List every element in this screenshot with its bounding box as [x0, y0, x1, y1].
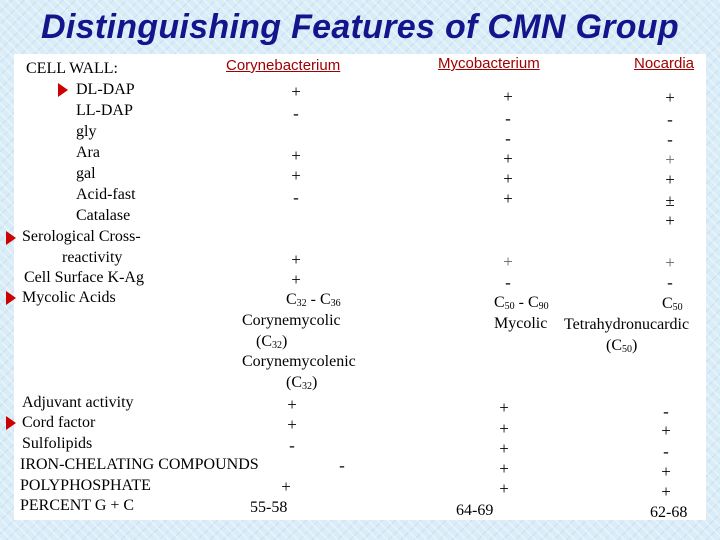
- arrow-bullet-icon: [6, 231, 16, 245]
- row-label-cell-surface: Cell Surface K-Ag: [24, 269, 144, 286]
- noca-adjuvant: -: [663, 402, 669, 421]
- row-label-acid-fast: Acid-fast: [76, 186, 136, 203]
- noca-gc-percent: 62-68: [650, 504, 688, 521]
- arrow-bullet-icon: [58, 83, 68, 97]
- noca-sulfolipids: -: [663, 442, 669, 461]
- myco-iron-chelating: +: [499, 459, 509, 478]
- cory-ll-dap: -: [293, 104, 299, 123]
- noca-gal: +: [665, 170, 675, 189]
- noca-dl-dap: +: [665, 88, 675, 107]
- row-label-mycolic-acids: Mycolic Acids: [22, 289, 116, 306]
- noca-polyphosphate: +: [661, 482, 671, 501]
- noca-gly: -: [667, 130, 673, 149]
- noca-acid-fast: ±: [665, 191, 675, 210]
- header-mycobacterium: Mycobacterium: [438, 55, 540, 72]
- row-label-serological: Serological Cross-: [22, 228, 141, 245]
- row-label-cord-factor: Cord factor: [22, 414, 96, 431]
- noca-carbon-range: $C_{50}$: [662, 295, 683, 313]
- myco-mycolic: Mycolic: [494, 315, 548, 332]
- row-label-gal: gal: [76, 165, 96, 182]
- noca-catalase: +: [665, 211, 675, 230]
- row-label-iron-chelating: IRON-CHELATING COMPOUNDS: [20, 456, 259, 473]
- cory-carbon-range: $C_{32} - C_{36}$: [286, 291, 341, 309]
- noca-ara: +: [665, 150, 675, 169]
- myco-ara: +: [503, 149, 513, 168]
- myco-carbon-range: $C_{50} - C_{90}$: [494, 294, 549, 312]
- noca-carbons: $(C_{50})$: [606, 337, 638, 355]
- row-label-ara: Ara: [76, 144, 100, 161]
- myco-acid-fast: +: [503, 189, 513, 208]
- myco-serological: +: [503, 252, 513, 271]
- cory-serological: +: [291, 250, 301, 269]
- myco-gly: -: [505, 129, 511, 148]
- row-label-percent-gc: PERCENT G + C: [20, 497, 135, 514]
- cory-iron-chelating: -: [339, 456, 345, 475]
- row-label-ll-dap: LL-DAP: [76, 102, 133, 119]
- slide-title: Distinguishing Features of CMN Group: [41, 8, 679, 46]
- myco-adjuvant: +: [499, 398, 509, 417]
- header-corynebacterium: Corynebacterium: [226, 57, 341, 74]
- cory-dl-dap: +: [291, 82, 301, 101]
- row-label-gly: gly: [76, 123, 97, 140]
- cory-acid-fast: -: [293, 188, 299, 207]
- noca-cell-surface: -: [667, 273, 673, 292]
- row-label-reactivity: reactivity: [62, 249, 123, 266]
- cory-cell-surface: +: [291, 270, 301, 289]
- cory-corynemycolic-carbons: $(C_{32})$: [256, 333, 288, 351]
- header-nocardia: Nocardia: [634, 55, 695, 72]
- cory-adjuvant: +: [287, 395, 297, 414]
- myco-polyphosphate: +: [499, 479, 509, 498]
- row-label-dl-dap: DL-DAP: [76, 81, 135, 98]
- cory-ara: +: [291, 146, 301, 165]
- row-label-adjuvant: Adjuvant activity: [22, 394, 134, 411]
- row-label-sulfolipids: Sulfolipids: [22, 435, 93, 452]
- cory-corynemycolenic: Corynemycolenic: [242, 353, 356, 370]
- cory-gc-percent: 55-58: [250, 499, 288, 516]
- noca-ll-dap: -: [667, 110, 673, 129]
- noca-cord-factor: +: [661, 421, 671, 440]
- row-label-cell-wall: CELL WALL:: [26, 60, 118, 77]
- noca-tetrahydronucardic: Tetrahydronucardic: [564, 316, 690, 333]
- myco-ll-dap: -: [505, 109, 511, 128]
- cory-polyphosphate: +: [281, 477, 291, 496]
- myco-cord-factor: +: [499, 419, 509, 438]
- cory-sulfolipids: -: [289, 436, 295, 455]
- myco-gc-percent: 64-69: [456, 502, 494, 519]
- cory-corynemycolic: Corynemycolic: [242, 312, 341, 329]
- row-label-catalase: Catalase: [76, 207, 131, 224]
- myco-dl-dap: +: [503, 87, 513, 106]
- myco-gal: +: [503, 169, 513, 188]
- cory-cord-factor: +: [287, 415, 297, 434]
- arrow-bullet-icon: [6, 291, 16, 305]
- arrow-bullet-icon: [6, 416, 16, 430]
- noca-iron-chelating: +: [661, 462, 671, 481]
- myco-cell-surface: -: [505, 273, 511, 292]
- noca-serological: +: [665, 253, 675, 272]
- myco-sulfolipids: +: [499, 439, 509, 458]
- cory-corynemycolenic-carbons: $(C_{32})$: [286, 374, 318, 392]
- features-table: [14, 54, 706, 520]
- row-label-polyphosphate: POLYPHOSPHATE: [20, 477, 151, 494]
- cory-gal: +: [291, 166, 301, 185]
